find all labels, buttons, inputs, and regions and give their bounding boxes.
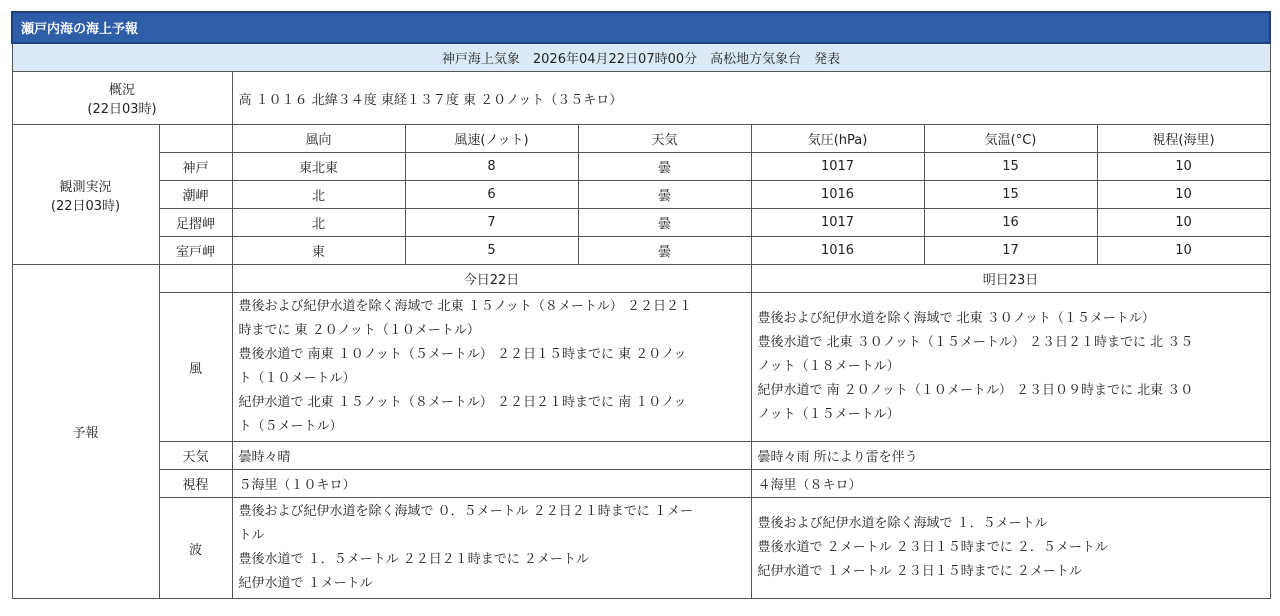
pressure: 1016 [751, 237, 924, 265]
wind-direction: 東 [232, 237, 405, 265]
column-header: 視程(海里) [1097, 125, 1270, 153]
temperature: 15 [924, 153, 1097, 181]
wind-forecast-tomorrow [751, 293, 1270, 442]
forecast-corner [159, 265, 232, 293]
text-line: 豊後水道で ２メートル ２３日１５時までに ２．５メートル [757, 540, 1108, 555]
pressure: 1016 [751, 181, 924, 209]
text-line: 豊後水道で 北東 ３０ノット（１５メートル） ２３日２１時までに 北 ３５ [757, 335, 1194, 350]
column-header: 天気 [578, 125, 751, 153]
waves-forecast-today [232, 498, 751, 599]
forecast-tomorrow-header: 明日23日 [751, 265, 1270, 293]
text-line: 豊後および紀伊水道を除く海域で １．５メートル [757, 516, 1048, 531]
visibility: 10 [1097, 237, 1270, 265]
weather-row-label: 天気 [159, 442, 232, 470]
visibility: 10 [1097, 153, 1270, 181]
summary-time: (22日03時) [87, 102, 157, 117]
visibility-forecast-today: ５海里（１０キロ） [232, 470, 751, 498]
table-row [12, 237, 1270, 265]
wind-direction: 北 [232, 181, 405, 209]
wind-row-label: 風 [159, 293, 232, 442]
column-header: 気圧(hPa) [751, 125, 924, 153]
waves-row-label: 波 [159, 498, 232, 599]
column-header: 風向 [232, 125, 405, 153]
weather: 曇 [578, 237, 751, 265]
wind-direction: 東北東 [232, 153, 405, 181]
text-line: トル [238, 528, 265, 543]
temperature: 17 [924, 237, 1097, 265]
summary-text: 高 １０１６ 北緯３４度 東経１３７度 東 ２０ノット（３５キロ） [232, 72, 1270, 125]
wind-speed: 8 [405, 153, 578, 181]
station-name: 室戸岬 [159, 237, 232, 265]
waves-forecast-tomorrow [751, 498, 1270, 599]
temperature: 15 [924, 181, 1097, 209]
text-line: 豊後および紀伊水道を除く海域で 北東 １５ノット（８メートル） ２２日２１ [238, 299, 692, 314]
text-line: ノット（１８メートル） [757, 359, 900, 374]
issuance-info: 神戸海上気象 2026年04月22日07時00分 高松地方気象台 発表 [12, 43, 1270, 72]
observations-label-cell [12, 125, 159, 265]
station-name: 神戸 [159, 153, 232, 181]
forecast-table [11, 11, 1271, 599]
pressure: 1017 [751, 209, 924, 237]
pressure: 1017 [751, 153, 924, 181]
summary-label: 概況 [108, 83, 135, 98]
text-line: 豊後水道で 南東 １０ノット（５メートル） ２２日１５時までに 東 ２０ノッ [238, 347, 687, 362]
text-line: 豊後水道で １．５メートル ２２日２１時までに ２メートル [238, 552, 589, 567]
visibility: 10 [1097, 209, 1270, 237]
text-line: 豊後および紀伊水道を除く海域で ０．５メートル ２２日２１時までに １メー [238, 504, 693, 519]
weather-forecast-tomorrow: 曇時々雨 所により雷を伴う [751, 442, 1270, 470]
observations-time: (22日03時) [50, 198, 121, 214]
station-name: 潮岬 [159, 181, 232, 209]
text-line: 紀伊水道で １メートル ２３日１５時までに ２メートル [757, 564, 1082, 579]
table-row [12, 153, 1270, 181]
page-title: 瀬戸内海の海上予報 [12, 12, 1270, 43]
text-line: 時までに 東 ２０ノット（１０メートル） [238, 323, 480, 338]
text-line: ト（５メートル） [238, 419, 343, 434]
weather: 曇 [578, 181, 751, 209]
text-line: 紀伊水道で 北東 １５ノット（８メートル） ２２日２１時までに 南 １０ノッ [238, 395, 687, 410]
wind-speed: 7 [405, 209, 578, 237]
visibility-row-label: 視程 [159, 470, 232, 498]
column-header: 気温(°C) [924, 125, 1097, 153]
temperature: 16 [924, 209, 1097, 237]
marine-forecast-panel [11, 11, 1269, 599]
text-line: 紀伊水道で １メートル [238, 576, 373, 591]
observations-label: 観測実況 [59, 179, 112, 195]
forecast-label: 予報 [12, 265, 159, 599]
text-line: ノット（１５メートル） [757, 407, 900, 422]
text-line: 紀伊水道で 南 ２０ノット（１０メートル） ２３日０９時までに 北東 ３０ [757, 383, 1194, 398]
weather: 曇 [578, 153, 751, 181]
column-header: 風速(ノット) [405, 125, 578, 153]
table-row [12, 181, 1270, 209]
wind-direction: 北 [232, 209, 405, 237]
station-name: 足摺岬 [159, 209, 232, 237]
wind-speed: 5 [405, 237, 578, 265]
observations-corner [159, 125, 232, 153]
forecast-today-header: 今日22日 [232, 265, 751, 293]
table-row [12, 209, 1270, 237]
weather-forecast-today: 曇時々晴 [232, 442, 751, 470]
visibility: 10 [1097, 181, 1270, 209]
summary-label-cell [12, 72, 232, 125]
wind-forecast-today [232, 293, 751, 442]
weather: 曇 [578, 209, 751, 237]
visibility-forecast-tomorrow: ４海里（８キロ） [751, 470, 1270, 498]
text-line: ト（１０メートル） [238, 371, 356, 386]
text-line: 豊後および紀伊水道を除く海域で 北東 ３０ノット（１５メートル） [757, 311, 1155, 326]
wind-speed: 6 [405, 181, 578, 209]
